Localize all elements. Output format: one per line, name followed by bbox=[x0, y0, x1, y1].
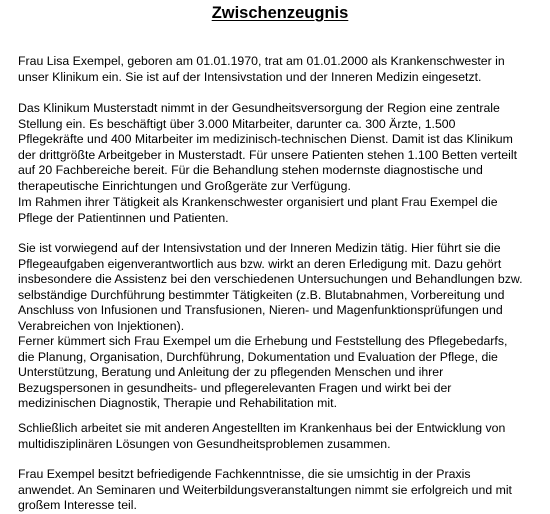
text-line: Pflegekräfte und 400 Mitarbeiter im medizinisch-technischen Dienst. Damit ist das Klinikum bbox=[18, 132, 513, 147]
text-line: die Planung, Organisation, Durchführung, Dokumentation und Evaluation der Pflege, die bbox=[18, 349, 498, 364]
text-line: Schließlich arbeitet sie mit anderen Angestellten im Krankenhaus bei der Entwicklung von bbox=[18, 421, 506, 435]
paragraph-role bbox=[18, 195, 528, 226]
paragraph-intro bbox=[18, 54, 528, 85]
text-line: Verabreichen von Injektionen). bbox=[18, 318, 185, 333]
text-line: medizinischen Diagnostik, Therapie und Rehabilitation mit. bbox=[18, 396, 337, 411]
text-line: Ferner kümmert sich Frau Exempel um die Erhebung und Feststellung des Pflegebedarfs, bbox=[18, 334, 508, 348]
paragraph-collaboration bbox=[18, 421, 528, 452]
text-line: unser Klinikum ein. Sie ist auf der Intensivstation und der Inneren Medizin eingesetzt. bbox=[18, 69, 482, 84]
text-line: auf 20 Fachbereiche bereit. Für die Behandlung stehen modernste diagnostische und bbox=[18, 163, 483, 178]
text-line: Stellung ein. Es beschäftigt über 3.000 Mitarbeiter, darunter ca. 300 Ärzte, 1.500 bbox=[18, 116, 456, 131]
text-line: Sie ist vorwiegend auf der Intensivstation und der Inneren Medizin tätig. Hier führt sie die bbox=[18, 241, 501, 255]
document-title: Zwischenzeugnis bbox=[211, 4, 349, 22]
paragraph-skills bbox=[18, 467, 528, 514]
text-line: anwendet. An Seminaren und Weiterbildungsveranstaltungen nimmt sie erfolgreich und mit bbox=[18, 482, 512, 497]
text-line: Bezugspersonen in gesundheits- und pflegerelevanten Fragen und wirkt bei der bbox=[18, 380, 452, 395]
text-line: Unterstützung, Beratung und Anleitung der zu pflegenden Menschen und ihrer bbox=[18, 365, 444, 380]
paragraph-company bbox=[18, 101, 528, 195]
text-line: insbesondere die Assistenz bei den verschiedenen Untersuchungen und Behandlungen bzw. bbox=[18, 272, 523, 287]
text-line: der drittgrößte Arbeitgeber in Musterstadt. Für unsere Patienten stehen 1.100 Betten verteilt bbox=[18, 147, 517, 162]
text-line: selbständige Durchführung bestimmter Tätigkeiten (z.B. Blutabnahmen, Vorbereitung und bbox=[18, 287, 505, 302]
text-line: Im Rahmen ihrer Tätigkeit als Krankenschwester organisiert und plant Frau Exempel die bbox=[18, 195, 498, 209]
text-line: Pflege der Patientinnen und Patienten. bbox=[18, 210, 229, 225]
text-line: multidisziplinären Lösungen von Gesundheitsproblemen zusammen. bbox=[18, 436, 391, 451]
text-line: therapeutische Einrichtungen und Großgeräte zur Verfügung. bbox=[18, 178, 351, 193]
text-line: Das Klinikum Musterstadt nimmt in der Gesundheitsversorgung der Region eine zentrale bbox=[18, 101, 500, 115]
paragraph-duties bbox=[18, 241, 528, 335]
text-line: Frau Exempel besitzt befriedigende Fachkenntnisse, die sie umsichtig in der Praxis bbox=[18, 467, 471, 481]
text-line: Pflegeaufgaben eigenverantwortlich aus bzw. wirkt an deren Erledigung mit. Dazu gehört bbox=[18, 256, 502, 271]
text-line: Frau Lisa Exempel, geboren am 01.01.1970, trat am 01.01.2000 als Krankenschwester in bbox=[18, 54, 505, 68]
paragraph-care-planning bbox=[18, 334, 528, 412]
text-line: großem Interesse teil. bbox=[18, 498, 137, 513]
text-line: Anschluss von Infusionen und Transfusionen, Nieren- und Magenfunktionsprüfungen und bbox=[18, 303, 503, 318]
